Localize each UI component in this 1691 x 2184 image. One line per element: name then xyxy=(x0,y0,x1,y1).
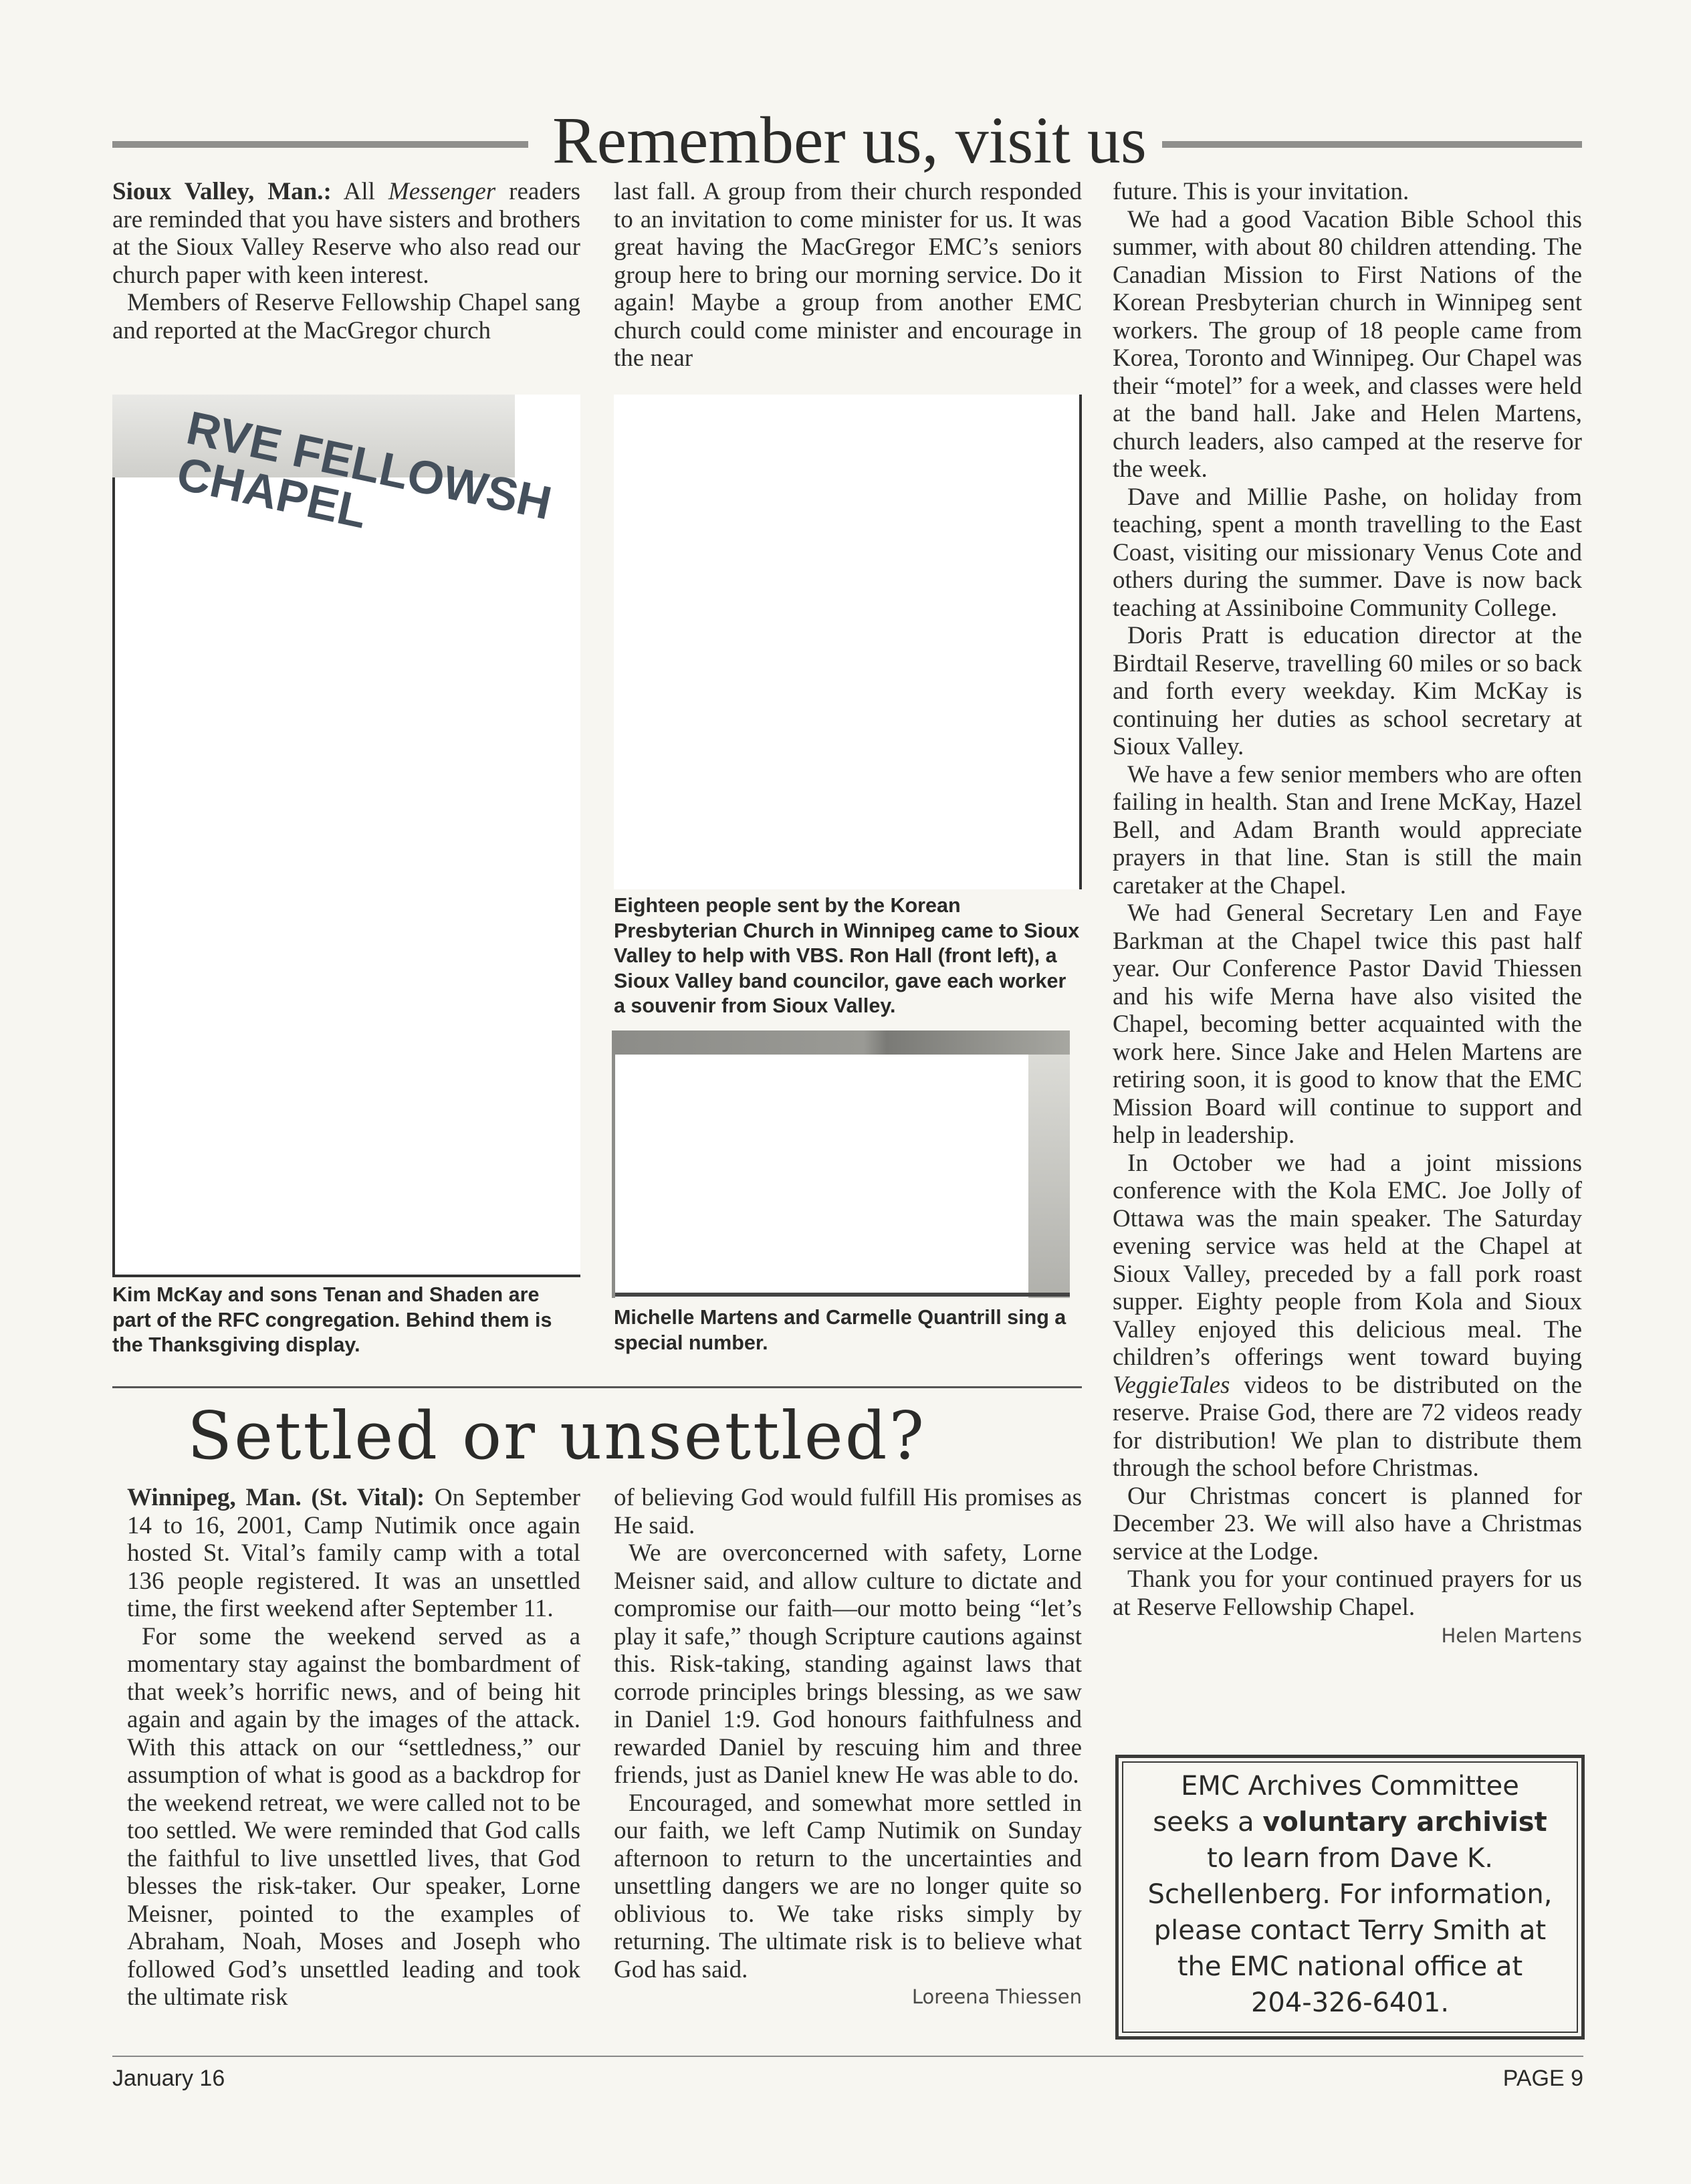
headline-rule-right xyxy=(1162,141,1582,148)
footer-date: January 16 xyxy=(112,2066,225,2091)
footer-rule xyxy=(112,2056,1583,2057)
archivist-notice-box xyxy=(1115,1755,1585,2040)
article1-column-1: Sioux Valley, Man.: All Messenger readers are reminded that you have sisters and brothers at the Sioux Valley Reserve who also read our church paper with keen interest. Members of Reserve Fellowship Chapel sang and reported at the MacGregor church xyxy=(112,178,580,344)
notice-line: seeks a voluntary archivist xyxy=(1153,1807,1547,1838)
dateline: Sioux Valley, Man.: xyxy=(112,178,332,205)
paragraph: For some the weekend served as a momentary stay against the bombardment of that week’s horrific news, and of being hit again and again by the images of the attack. With this attack on our “settledness,” our assumption of what is good as a backdrop for the weekend retreat, we were called not to be too settled. We were reminded that God calls the faithful to live unsettled lives, that God blesses the risk-taker. Our speaker, Lorne Meisner, pointed to the examples of Abraham, Noah, Moses and Joseph who followed God’s unsettled leading and took the ultimate risk xyxy=(127,1622,580,2011)
article1-column-2 xyxy=(614,178,1082,372)
byline: Loreena Thiessen xyxy=(911,1985,1082,2008)
paragraph: In October we had a joint missions conference with the Kola EMC. Joe Jolly of Ottawa was the main speaker. The Saturday evening service was held at the Chapel at Sioux Valley, preceded by a fall pork roast supper. Eighty people from Kola and Sioux Valley enjoyed this delicious meal. The children’s offerings went toward buying VeggieTales videos to be distributed on the reserve. Praise God, there are 72 videos ready for distribution! We plan to distribute them through the school before Christmas. xyxy=(1113,1149,1582,1482)
paragraph: We had a good Vacation Bible School this summer, with about 80 children attending. The Canadian Mission to First Nations of the Korean Presbyterian church in Winnipeg sent workers. The group of 18 people came from Korea, Toronto and Winnipeg. Our Chapel was their “motel” for a week, and classes were held at the band hall. Jake and Helen Martens, church leaders, also camped at the reserve for the week. xyxy=(1113,205,1582,483)
notice-line: please contact Terry Smith at xyxy=(1153,1915,1547,1946)
photo-vbs-group xyxy=(614,395,1082,889)
article2-column-1: Winnipeg, Man. (St. Vital): On September 14 to 16, 2001, Camp Nutimik once again hosted St. Vital’s family camp with a total 136 people registered. It was an unsettled time, the first weekend after September 11. For some the weekend served as a momentary stay against the bombardment of that week’s horrific news, and of being hit again and again by the images of the attack. With this attack on our “settledness,” our assumption of what is good as a backdrop for the weekend retreat, we were called not to be too settled. We were reminded that God calls the faithful to live unsettled lives, that God blesses the risk-taker. Our speaker, Lorne Meisner, pointed to the examples of Abraham, Noah, Moses and Joseph who followed God’s unsettled leading and took the ultimate risk xyxy=(127,1484,580,2011)
chapel-sign-text: RVE FELLOWSH CHAPEL xyxy=(173,401,556,538)
article-divider xyxy=(112,1386,1082,1388)
paragraph: future. This is your invitation. xyxy=(1113,178,1410,205)
paragraph: We had General Secretary Len and Faye Barkman at the Chapel twice this past half year. Our Conference Pastor David Thiessen and his wife Merna have also visited the Chapel, becoming better acquainted with the work here. Since Jake and Helen Martens are retiring soon, it is good to know that the EMC Mission Board will continue to support and help in leadership. xyxy=(1113,899,1582,1149)
photo-kim-mckay xyxy=(112,395,580,1277)
dateline: Winnipeg, Man. (St. Vital): xyxy=(127,1484,425,1511)
notice-line: Schellenberg. For information, xyxy=(1147,1879,1553,1910)
chapel-sign-photo-fragment xyxy=(112,395,556,538)
photo2-caption: Eighteen people sent by the Korean Presbyterian Church in Winnipeg came to Sioux Valley to help with VBS. Ron Hall (front left), a Sioux Valley band councilor, gave each worker a souvenir from Sioux Valley. xyxy=(614,894,1080,1017)
paragraph: We have a few senior members who are often failing in health. Stan and Irene McKay, Hazel Bell, and Adam Branth would appreciate prayers in that line. Stan is still the main caretaker at the Chapel. xyxy=(1113,760,1582,899)
notice-phone: 204-326-6401. xyxy=(1250,1987,1450,2018)
paragraph: Dave and Millie Pashe, on holiday from teaching, spent a month travelling to the East Coast, visiting our missionary Venus Cote and others during the summer. Dave is now back teaching at Assiniboine Community College. xyxy=(1113,483,1582,622)
paragraph: Doris Pratt is education director at the Birdtail Reserve, travelling 60 miles or so back and forth every weekday. Kim McKay is continuing her duties as school secretary at Sioux Valley. xyxy=(1113,622,1582,760)
headline-rule-left xyxy=(112,141,528,148)
paragraph: Members of Reserve Fellowship Chapel sang and reported at the MacGregor church xyxy=(112,289,580,344)
paragraph: Our Christmas concert is planned for December 23. We will also have a Christmas service at the Lodge. xyxy=(1113,1482,1582,1565)
paragraph: Encouraged, and somewhat more settled in our faith, we left Camp Nutimik on Sunday afternoon to return to the uncertainties and unsettling dangers we are no longer quite so oblivious to. We take risks simply by returning. The ultimate risk is to believe what God has said. xyxy=(614,1789,1082,1983)
paragraph: last fall. A group from their church responded to an invitation to come minister for us. It was great having the MacGregor EMC’s seniors group here to bring our morning service. Do it again! Maybe a group from another EMC church could come minister and encourage in the near xyxy=(614,178,1082,372)
photo-singers xyxy=(612,1030,1070,1298)
notice-line: the EMC national office at xyxy=(1177,1951,1523,1982)
product-name: VeggieTales xyxy=(1113,1371,1230,1399)
article2-column-2 xyxy=(614,1484,1082,2011)
paragraph: of believing God would fulfill His promises as He said. xyxy=(614,1484,1082,1539)
article1-headline: Remember us, visit us xyxy=(552,103,1147,177)
paragraph: Thank you for your continued prayers for us at Reserve Fellowship Chapel. xyxy=(1113,1565,1582,1621)
notice-line: to learn from Dave K. xyxy=(1207,1843,1493,1874)
photo1-caption: Kim McKay and sons Tenan and Shaden are part of the RFC congregation. Behind them is the Thanksgiving display. xyxy=(112,1283,552,1356)
photo3-caption: Michelle Martens and Carmelle Quantrill sing a special number. xyxy=(614,1306,1066,1354)
article2-headline: Settled or unsettled? xyxy=(187,1398,927,1475)
page-number: PAGE 9 xyxy=(1502,2066,1583,2091)
notice-emphasis: voluntary archivist xyxy=(1262,1807,1547,1838)
paragraph: We are overconcerned with safety, Lorne Meisner said, and allow culture to dictate and compromise our faith—our motto being “let’s play it safe,” though Scripture cautions against this. Risk-taking, standing against laws that corrode principles brings blessing, as we saw in Daniel 1:9. God honours faithfulness and rewarded Daniel by rescuing him and three friends, just as Daniel knew He was able to do. xyxy=(614,1539,1082,1789)
notice-line: EMC Archives Committee xyxy=(1181,1771,1519,1801)
byline: Helen Martens xyxy=(1441,1624,1582,1647)
publication-name: Messenger xyxy=(388,178,496,205)
article1-column-3 xyxy=(1113,178,1582,1650)
